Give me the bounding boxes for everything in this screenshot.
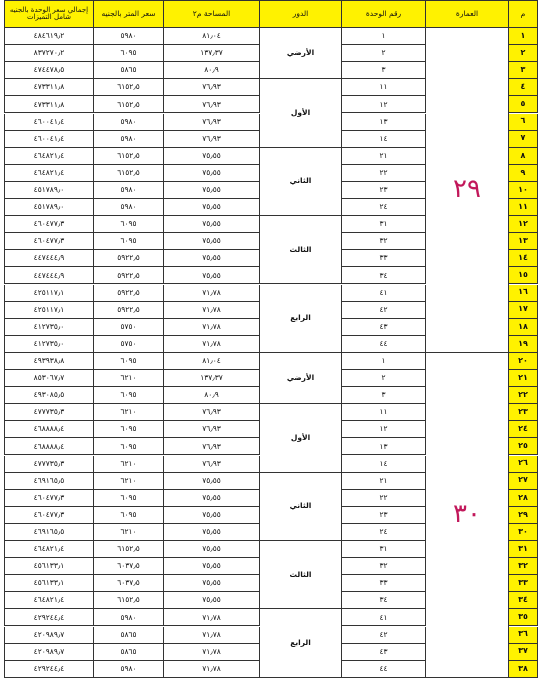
cell-index: ١٠ [509,182,538,199]
cell-unit: ٤٤ [342,336,426,353]
cell-unit: ٢٤ [342,524,426,541]
cell-total: ٤٦٤٨٢١٫٤ [4,165,94,182]
cell-unit: ٣ [342,62,426,79]
cell-price: ٥٩٢٢٫٥ [94,267,164,284]
cell-area: ٧١٫٧٨ [164,661,260,678]
cell-area: ٧٦٫٩٣ [164,79,260,96]
cell-total: ٤٧٧٧٣٥٫٣ [4,404,94,421]
cell-price: ٥٩٢٢٫٥ [94,302,164,319]
cell-unit: ١ [342,353,426,370]
cell-unit: ١١ [342,404,426,421]
cell-unit: ٢٤ [342,199,426,216]
cell-index: ٤ [509,79,538,96]
cell-price: ٥٨٦٥ [94,644,164,661]
cell-index: ٨ [509,148,538,165]
cell-index: ١٢ [509,216,538,233]
cell-area: ٧٥٫٥٥ [164,250,260,267]
cell-price: ٦٠٩٥ [94,233,164,250]
header-floor: الدور [260,0,342,28]
cell-area: ٨٠٫٩ [164,387,260,404]
cell-unit: ٣١ [342,541,426,558]
cell-index: ٢١ [509,370,538,387]
cell-area: ٧٦٫٩٣ [164,421,260,438]
cell-index: ٣٢ [509,558,538,575]
cell-price: ٦٠٩٥ [94,490,164,507]
cell-unit: ١٤ [342,131,426,148]
cell-total: ٤٦٠٠٤١٫٤ [4,131,94,148]
cell-index: ٣٤ [509,592,538,609]
cell-total: ٤٢٠٩٨٩٫٧ [4,644,94,661]
cell-area: ٧٥٫٥٥ [164,182,260,199]
cell-price: ٦١٥٢٫٥ [94,96,164,113]
cell-area: ٧٥٫٥٥ [164,216,260,233]
floor-group: الثالث [260,216,342,284]
cell-unit: ١٢ [342,96,426,113]
cell-total: ٨٥٣٠٦٧٫٧ [4,370,94,387]
cell-total: ٤٦٠٤٧٧٫٣ [4,490,94,507]
cell-area: ٨١٫٠٤ [164,353,260,370]
cell-index: ٣٨ [509,661,538,678]
header-unit: رقم الوحدة [342,0,426,28]
cell-price: ٦١٥٢٫٥ [94,592,164,609]
cell-unit: ٤١ [342,609,426,626]
cell-total: ٤٦٤٨٢١٫٤ [4,592,94,609]
cell-unit: ٤١ [342,285,426,302]
header-index: م [509,0,538,28]
cell-area: ٧٦٫٩٣ [164,404,260,421]
cell-unit: ٢٣ [342,182,426,199]
cell-area: ٧٥٫٥٥ [164,199,260,216]
cell-total: ٤٦٤٨٢١٫٤ [4,148,94,165]
cell-unit: ٢ [342,45,426,62]
cell-unit: ٢٣ [342,507,426,524]
cell-index: ٢٤ [509,421,538,438]
floor-group: الثالث [260,541,342,609]
cell-price: ٦٠٣٧٫٥ [94,558,164,575]
cell-index: ٦ [509,114,538,131]
cell-total: ٤٤٧٤٤٤٫٩ [4,267,94,284]
cell-total: ٤٥٦١٣٣٫١ [4,558,94,575]
building-number: ٣٠ [426,353,509,678]
header-area: المساحة م٢ [164,0,260,28]
cell-index: ٧ [509,131,538,148]
header-total: إجمالي سعر الوحدة بالجنيه شامل التميزات [4,0,94,28]
cell-unit: ٤٢ [342,302,426,319]
cell-price: ٦٠٩٥ [94,421,164,438]
cell-index: ٣٦ [509,627,538,644]
cell-total: ٤٢٩٢٤٤٫٤ [4,661,94,678]
floor-group: الثاني [260,473,342,541]
cell-area: ٧١٫٧٨ [164,285,260,302]
cell-price: ٥٨٦٥ [94,62,164,79]
cell-index: ١٩ [509,336,538,353]
cell-index: ٩ [509,165,538,182]
cell-unit: ٢٢ [342,490,426,507]
cell-index: ١١ [509,199,538,216]
cell-index: ٢ [509,45,538,62]
cell-total: ٤٩٣٩٣٨٫٨ [4,353,94,370]
cell-index: ١٧ [509,302,538,319]
cell-area: ٧٥٫٥٥ [164,507,260,524]
cell-price: ٥٩٢٢٫٥ [94,285,164,302]
cell-area: ٧٥٫٥٥ [164,233,260,250]
cell-price: ٦١٥٢٫٥ [94,148,164,165]
cell-index: ١٤ [509,250,538,267]
cell-area: ٧١٫٧٨ [164,627,260,644]
cell-index: ٣٧ [509,644,538,661]
cell-total: ٤٦٨٨٨٨٫٤ [4,421,94,438]
cell-unit: ٣١ [342,216,426,233]
cell-total: ٤٢٥١١٧٫١ [4,285,94,302]
floor-group: الأول [260,404,342,472]
cell-price: ٦٢١٠ [94,370,164,387]
cell-index: ١٨ [509,319,538,336]
cell-total: ٤٥٦١٣٣٫١ [4,575,94,592]
cell-index: ٢٥ [509,438,538,455]
cell-total: ٤٦٠٤٧٧٫٣ [4,216,94,233]
cell-price: ٦٢١٠ [94,473,164,490]
cell-area: ٧٦٫٩٣ [164,114,260,131]
cell-index: ٢٨ [509,490,538,507]
building-number: ٢٩ [426,28,509,353]
cell-area: ٧١٫٧٨ [164,336,260,353]
cell-total: ٤٦٩١٦٥٫٥ [4,473,94,490]
cell-price: ٦٢١٠ [94,456,164,473]
cell-total: ٤٦٨٨٨٨٫٤ [4,438,94,455]
cell-total: ٤٥١٧٨٩٫٠ [4,199,94,216]
cell-total: ٤٦٠٠٤١٫٤ [4,114,94,131]
cell-price: ٦٠٩٥ [94,216,164,233]
cell-total: ٤٦٠٤٧٧٫٣ [4,233,94,250]
cell-price: ٥٩٨٠ [94,131,164,148]
cell-index: ٢٦ [509,456,538,473]
cell-unit: ٤٣ [342,319,426,336]
cell-index: ٣٠ [509,524,538,541]
cell-price: ٥٩٢٢٫٥ [94,250,164,267]
cell-index: ١٥ [509,267,538,284]
cell-index: ٣١ [509,541,538,558]
cell-area: ٧٥٫٥٥ [164,592,260,609]
cell-price: ٦١٥٢٫٥ [94,79,164,96]
cell-total: ٨٣٧٢٧٠٫٢ [4,45,94,62]
cell-area: ٧٥٫٥٥ [164,165,260,182]
header-price: سعر المتر بالجنيه [94,0,164,28]
cell-index: ٢٩ [509,507,538,524]
cell-total: ٤٢٥١١٧٫١ [4,302,94,319]
cell-total: ٤٨٤٦١٩٫٢ [4,28,94,45]
cell-price: ٦٠٩٥ [94,507,164,524]
cell-area: ٧٥٫٥٥ [164,473,260,490]
cell-price: ٦١٥٢٫٥ [94,165,164,182]
cell-total: ٤٩٣٠٨٥٫٥ [4,387,94,404]
cell-area: ٧٥٫٥٥ [164,575,260,592]
cell-unit: ٣٣ [342,250,426,267]
cell-index: ٣ [509,62,538,79]
cell-price: ٦٠٩٥ [94,45,164,62]
cell-price: ٥٧٥٠ [94,319,164,336]
cell-total: ٤٦٠٤٧٧٫٣ [4,507,94,524]
cell-unit: ٣ [342,387,426,404]
cell-price: ٦٠٩٥ [94,353,164,370]
cell-area: ١٣٧٫٣٧ [164,370,260,387]
cell-total: ٤٢٠٩٨٩٫٧ [4,627,94,644]
cell-unit: ٣٤ [342,267,426,284]
cell-area: ٧٥٫٥٥ [164,541,260,558]
cell-unit: ٤٣ [342,644,426,661]
cell-index: ٢٠ [509,353,538,370]
cell-area: ٧١٫٧٨ [164,302,260,319]
cell-area: ٧٦٫٩٣ [164,131,260,148]
cell-index: ٢٢ [509,387,538,404]
cell-unit: ٣٢ [342,558,426,575]
cell-area: ٧٦٫٩٣ [164,96,260,113]
cell-area: ٧٥٫٥٥ [164,524,260,541]
cell-index: ١٦ [509,285,538,302]
cell-area: ٧٦٫٩٣ [164,438,260,455]
cell-price: ٥٩٨٠ [94,114,164,131]
cell-area: ٧١٫٧٨ [164,644,260,661]
cell-index: ٥ [509,96,538,113]
cell-unit: ١ [342,28,426,45]
cell-index: ١٣ [509,233,538,250]
cell-unit: ٣٤ [342,592,426,609]
floor-group: الرابع [260,609,342,677]
cell-price: ٦٠٩٥ [94,387,164,404]
cell-index: ٢٧ [509,473,538,490]
cell-price: ٥٩٨٠ [94,609,164,626]
cell-total: ٤٥١٧٨٩٫٠ [4,182,94,199]
cell-unit: ٢١ [342,473,426,490]
cell-total: ٤٧٣٣١١٫٨ [4,96,94,113]
cell-unit: ٢٢ [342,165,426,182]
cell-price: ٥٨٦٥ [94,627,164,644]
cell-unit: ١٤ [342,456,426,473]
cell-area: ١٣٧٫٣٧ [164,45,260,62]
cell-price: ٥٩٨٠ [94,28,164,45]
cell-unit: ٤٢ [342,627,426,644]
cell-unit: ٣٣ [342,575,426,592]
cell-price: ٦٢١٠ [94,404,164,421]
floor-group: الرابع [260,285,342,353]
cell-price: ٥٩٨٠ [94,661,164,678]
floor-group: الثاني [260,148,342,216]
cell-price: ٦٠٣٧٫٥ [94,575,164,592]
cell-unit: ٣٢ [342,233,426,250]
cell-price: ٦١٥٢٫٥ [94,541,164,558]
cell-total: ٤١٢٧٣٥٫٠ [4,336,94,353]
cell-total: ٤١٢٧٣٥٫٠ [4,319,94,336]
cell-total: ٤٤٧٤٤٤٫٩ [4,250,94,267]
cell-unit: ٤٤ [342,661,426,678]
cell-total: ٤٢٩٢٤٤٫٤ [4,609,94,626]
cell-unit: ١٢ [342,421,426,438]
cell-area: ٧٥٫٥٥ [164,148,260,165]
cell-total: ٤٧٣٣١١٫٨ [4,79,94,96]
cell-area: ٧٥٫٥٥ [164,558,260,575]
cell-unit: ١١ [342,79,426,96]
floor-group: الأول [260,79,342,147]
cell-area: ٧١٫٧٨ [164,319,260,336]
cell-total: ٤٧٧٧٣٥٫٣ [4,456,94,473]
cell-price: ٥٩٨٠ [94,199,164,216]
cell-index: ٣٣ [509,575,538,592]
cell-price: ٥٩٨٠ [94,182,164,199]
cell-index: ١ [509,28,538,45]
floor-group: الأرضي [260,28,342,79]
cell-price: ٦٢١٠ [94,524,164,541]
cell-index: ٢٣ [509,404,538,421]
cell-total: ٤٦٤٨٢١٫٤ [4,541,94,558]
cell-price: ٦٠٩٥ [94,438,164,455]
cell-unit: ٢١ [342,148,426,165]
floor-group: الأرضي [260,353,342,404]
cell-area: ٧٥٫٥٥ [164,267,260,284]
cell-total: ٤٧٤٤٧٨٫٥ [4,62,94,79]
cell-area: ٧٥٫٥٥ [164,490,260,507]
cell-area: ٧١٫٧٨ [164,609,260,626]
cell-area: ٧٦٫٩٣ [164,456,260,473]
cell-unit: ١٣ [342,114,426,131]
cell-unit: ١٣ [342,438,426,455]
cell-unit: ٢ [342,370,426,387]
cell-area: ٨٠٫٩ [164,62,260,79]
cell-price: ٥٧٥٠ [94,336,164,353]
cell-area: ٨١٫٠٤ [164,28,260,45]
cell-total: ٤٦٩١٦٥٫٥ [4,524,94,541]
cell-index: ٣٥ [509,609,538,626]
header-building: العمارة [426,0,509,28]
